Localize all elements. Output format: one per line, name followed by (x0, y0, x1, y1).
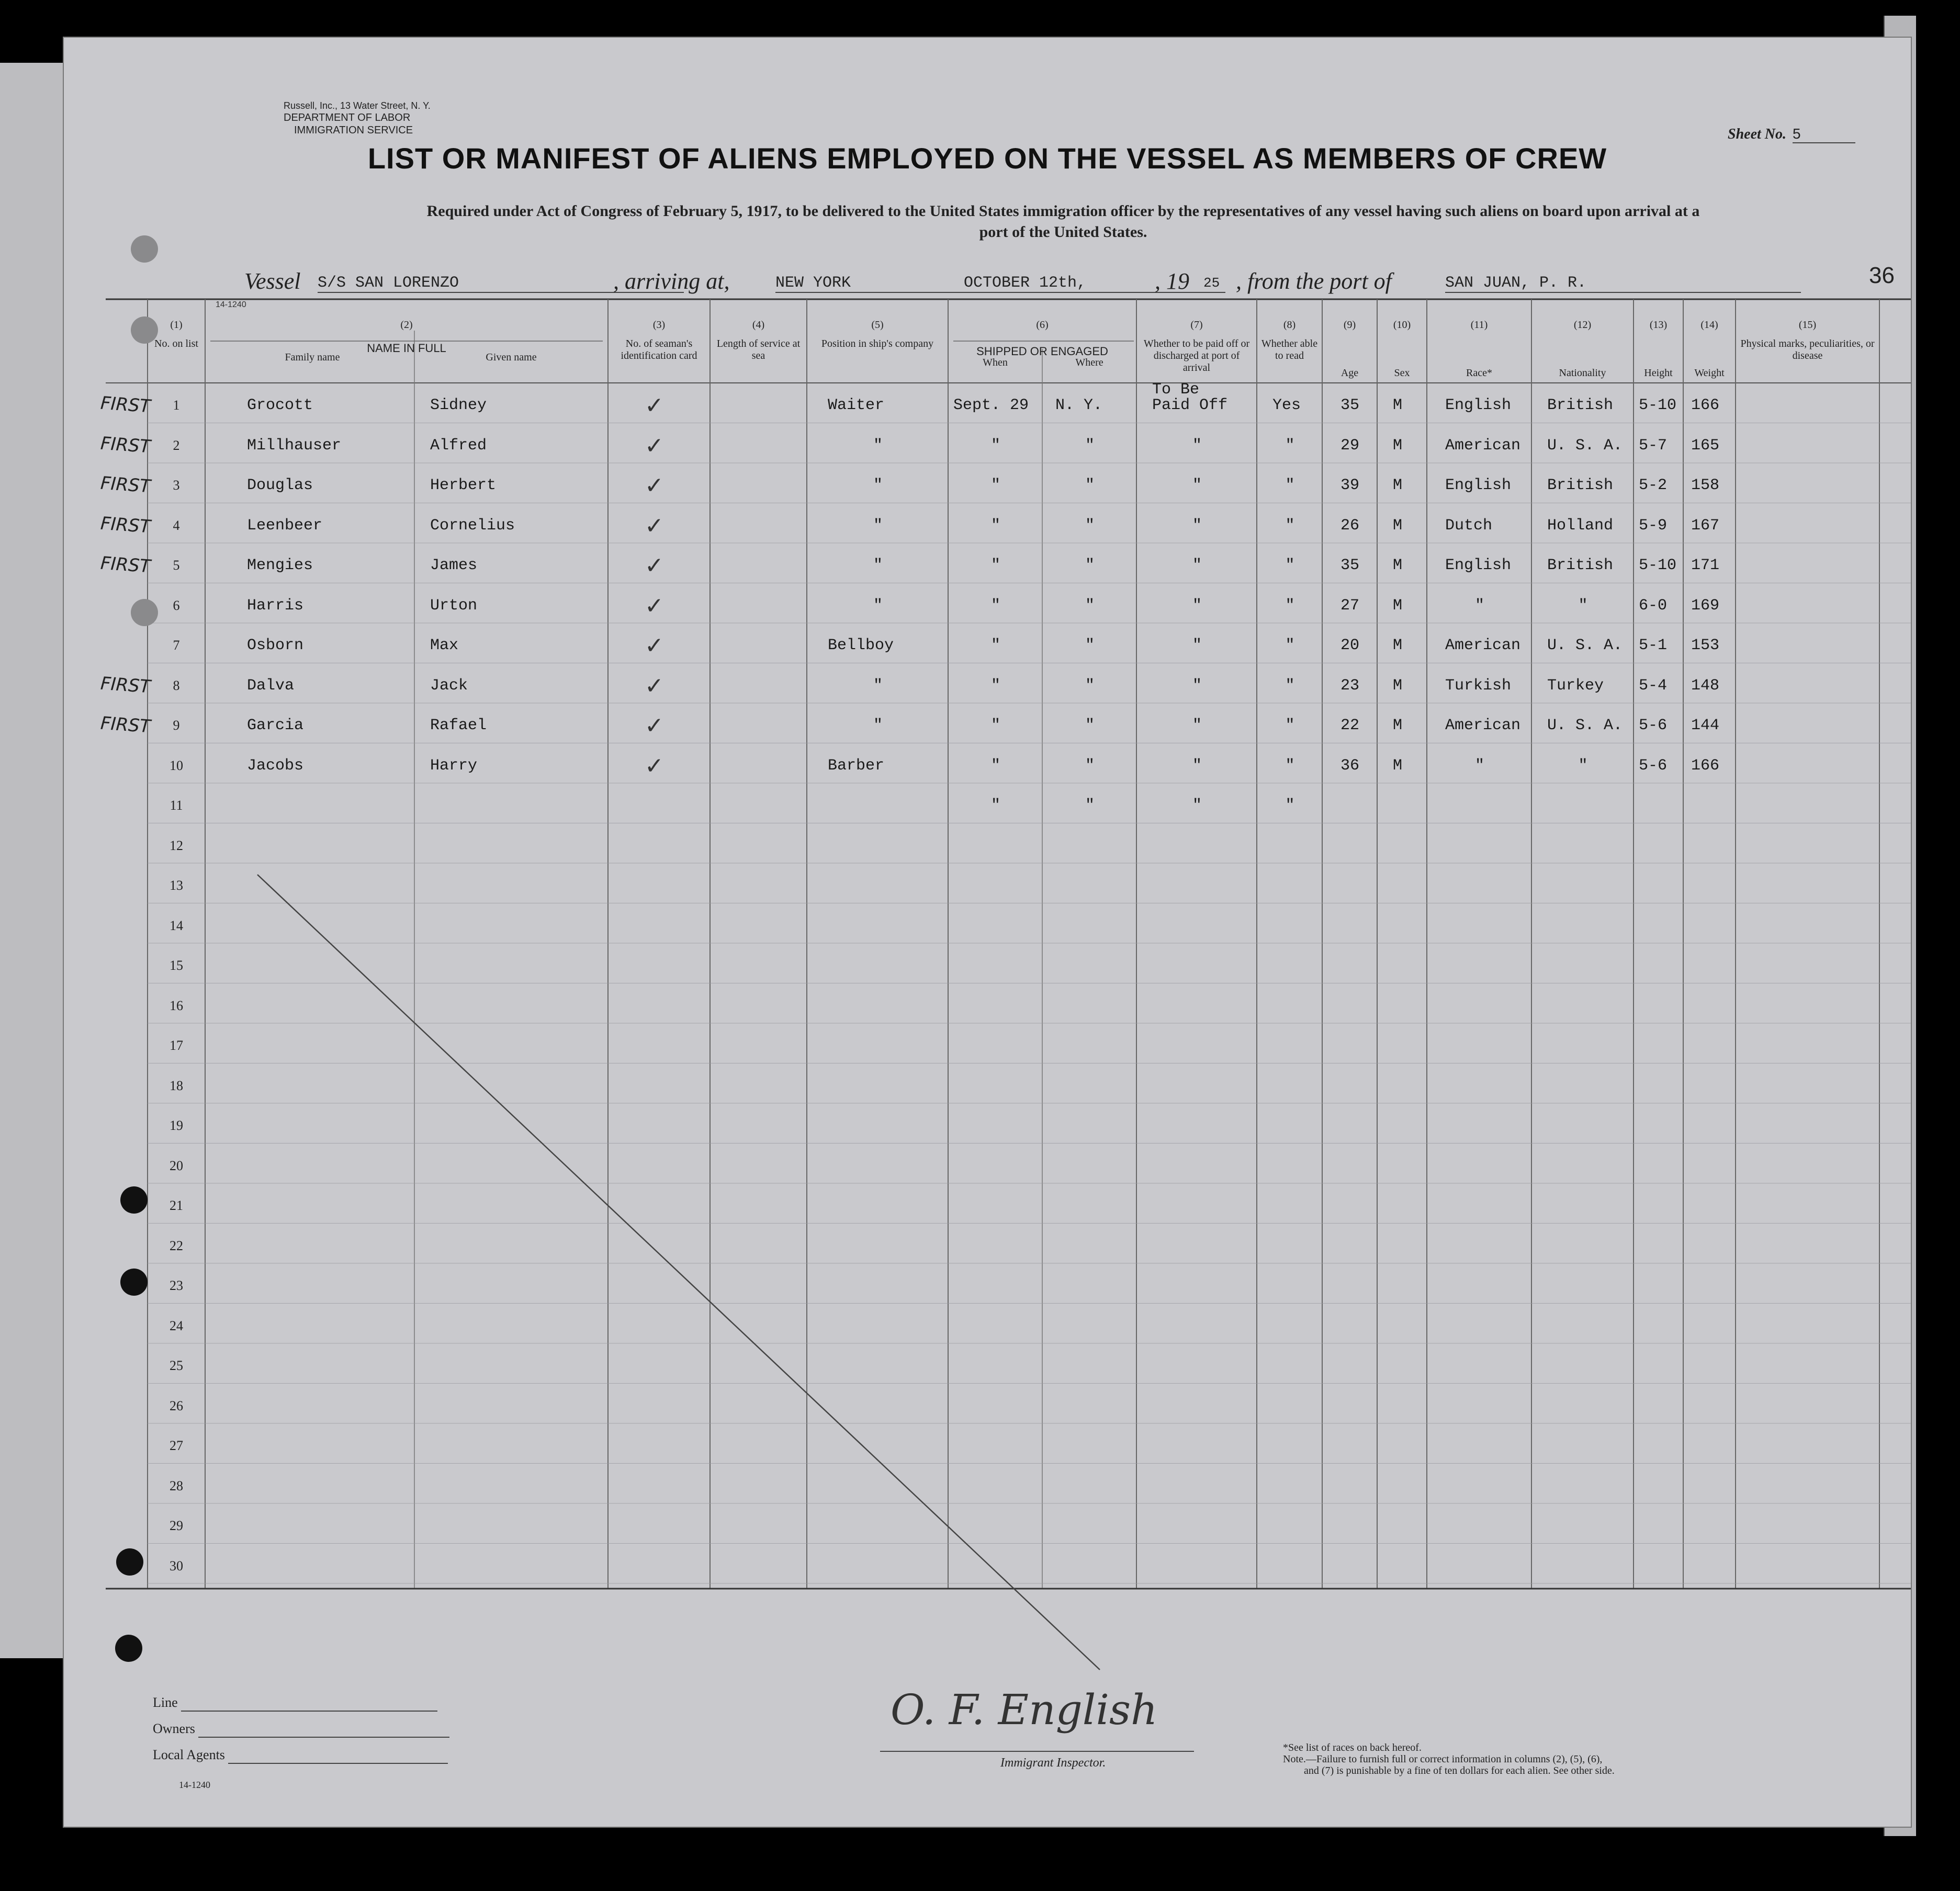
check-mark: ✓ (645, 632, 664, 659)
cell-height: 5-10 (1639, 397, 1677, 414)
subheader-where: Where (1075, 357, 1103, 368)
column-number-c10: (10) (1393, 319, 1411, 331)
cell-age: 26 (1341, 516, 1360, 535)
cell-when: " (991, 756, 1001, 775)
column-number-c4: (4) (752, 319, 765, 331)
cell-when: " (991, 596, 1001, 615)
binder-hole (120, 1269, 148, 1296)
row-number: 8 (173, 677, 180, 693)
cell-given: Urton (430, 596, 478, 615)
row-number: 5 (173, 558, 180, 573)
first-stamp: FIRST (99, 472, 151, 497)
row-number: 16 (170, 998, 183, 1013)
arriving-label: , arriving at, (613, 268, 730, 294)
column-label-c12: Nationality (1559, 367, 1606, 379)
cell-height: 5-7 (1639, 436, 1668, 455)
cell-age: 27 (1341, 596, 1360, 615)
column-label-c14: Weight (1694, 367, 1725, 379)
from-label: , from the port of (1236, 268, 1392, 294)
form-number-top: 14-1240 (216, 300, 246, 309)
cell-when: " (991, 477, 1001, 494)
printer-credit: Russell, Inc., 13 Water Street, N. Y. (284, 100, 431, 111)
cell-read: " (1285, 756, 1295, 775)
row-number: 24 (170, 1318, 183, 1333)
cell-sex: M (1393, 676, 1403, 695)
row-number: 29 (170, 1518, 183, 1533)
cell-read: " (1285, 557, 1295, 574)
check-mark: ✓ (645, 552, 664, 579)
cell-height: 5-4 (1639, 676, 1668, 695)
cell-sex: M (1393, 557, 1403, 574)
cell-where: " (1085, 436, 1095, 455)
cell-weight: 171 (1691, 557, 1720, 574)
cell-where: N. Y. (1055, 397, 1103, 414)
cell-read: " (1285, 596, 1295, 615)
check-mark: ✓ (645, 712, 664, 739)
cell-weight: 165 (1691, 436, 1720, 455)
local-agents-field (153, 1747, 448, 1764)
cell-paid_2: " (1192, 557, 1202, 574)
cell-age: 20 (1341, 637, 1360, 654)
cell-family: Mengies (247, 557, 313, 574)
row-number: 11 (170, 798, 183, 813)
department-name: DEPARTMENT OF LABOR (284, 112, 411, 123)
cell-nationality: British (1547, 397, 1614, 414)
footnote-line-2: Note.—Failure to furnish full or correct information in columns (2), (5), (6), (1283, 1753, 1603, 1765)
cell-sex: M (1393, 596, 1403, 615)
cell-age: 36 (1341, 756, 1360, 775)
cell-nationality: Holland (1547, 516, 1614, 535)
year-prefix: , 19 (1155, 268, 1189, 294)
cell-where: " (1085, 797, 1095, 814)
cell-family: Osborn (247, 637, 304, 654)
owners-field (153, 1721, 449, 1738)
cell-race: " (1475, 596, 1485, 615)
arrival-date: OCTOBER 12th, (964, 274, 1225, 293)
first-stamp: FIRST (99, 392, 151, 417)
cell-nationality: " (1578, 596, 1588, 615)
cell-paid_2: " (1192, 797, 1202, 814)
from-port: SAN JUAN, P. R. (1445, 274, 1801, 293)
cell-when: " (991, 637, 1001, 654)
column-number-c6: (6) (1036, 319, 1049, 331)
cell-given: Cornelius (430, 516, 515, 535)
cell-nationality: U. S. A. (1547, 637, 1623, 654)
cell-read: " (1285, 477, 1295, 494)
cell-when: " (991, 797, 1001, 814)
cell-paid_2: " (1192, 676, 1202, 695)
line-blank (181, 1695, 437, 1712)
column-label-c2: NAME IN FULL (367, 342, 446, 355)
cell-paid_2: " (1192, 436, 1202, 455)
cell-when: " (991, 676, 1001, 695)
line-label: Line (153, 1695, 178, 1710)
row-number: 26 (170, 1398, 183, 1413)
column-number-c2: (2) (400, 319, 413, 331)
underlying-page (0, 63, 73, 1658)
cell-height: 5-9 (1639, 516, 1668, 535)
form-subtitle-line-1: Required under Act of Congress of February 5, 1917, to be delivered to the United States immigration officer by the representatives of any vessel having such aliens on board upon arrival at a (426, 202, 1700, 220)
cell-given: James (430, 557, 478, 574)
service-name: IMMIGRATION SERVICE (294, 124, 413, 136)
cell-where: " (1085, 557, 1095, 574)
cell-weight: 166 (1691, 756, 1720, 775)
cell-race: American (1445, 436, 1521, 455)
line-field (153, 1695, 437, 1712)
cell-sex: M (1393, 756, 1403, 775)
cell-weight: 167 (1691, 516, 1720, 535)
row-number: 19 (170, 1118, 183, 1133)
cell-where: " (1085, 717, 1095, 734)
column-number-c11: (11) (1470, 319, 1488, 331)
cell-weight: 166 (1691, 397, 1720, 414)
cell-read: " (1285, 797, 1295, 814)
binder-hole (131, 316, 158, 344)
cell-family: Jacobs (247, 756, 304, 775)
subheader-when: When (983, 357, 1008, 368)
signature-line (880, 1751, 1194, 1752)
footnote (1283, 1742, 1615, 1776)
inspector-signature: O. F. English (891, 1685, 1158, 1734)
cell-weight: 158 (1691, 477, 1720, 494)
cell-when: " (991, 436, 1001, 455)
cell-given: Sidney (430, 397, 487, 414)
cell-paid_2: " (1192, 596, 1202, 615)
column-label-c4: Length of service at sea (716, 338, 801, 361)
cell-height: 5-2 (1639, 477, 1668, 494)
cell-when: " (991, 516, 1001, 535)
column-number-c5: (5) (871, 319, 884, 331)
cell-age: 22 (1341, 717, 1360, 734)
row-number: 22 (170, 1238, 183, 1253)
form-subtitle-line-2: port of the United States. (979, 223, 1147, 241)
cell-height: 5-10 (1639, 557, 1677, 574)
cell-position: " (873, 477, 883, 494)
cell-when: " (991, 557, 1001, 574)
column-label-c6: SHIPPED OR ENGAGED (976, 345, 1108, 358)
cell-where: " (1085, 596, 1095, 615)
row-number: 18 (170, 1078, 183, 1093)
column-label-c1: No. on list (154, 338, 198, 349)
cell-nationality: Turkey (1547, 676, 1604, 695)
form-title: LIST OR MANIFEST OF ALIENS EMPLOYED ON THE VESSEL AS MEMBERS OF CREW (367, 142, 1607, 175)
form-number-bottom: 14-1240 (179, 1780, 210, 1790)
first-stamp: FIRST (99, 673, 151, 697)
table-grid (64, 38, 1911, 1827)
check-mark: ✓ (645, 472, 664, 499)
row-number: 7 (173, 638, 180, 653)
cell-paid_2: " (1192, 717, 1202, 734)
cell-family: Grocott (247, 397, 313, 414)
cell-sex: M (1393, 436, 1403, 455)
cell-read: " (1285, 637, 1295, 654)
cell-age: 35 (1341, 397, 1360, 414)
cell-position: " (873, 717, 883, 734)
cell-family: Leenbeer (247, 516, 323, 535)
cell-read: " (1285, 516, 1295, 535)
cell-height: 5-1 (1639, 637, 1668, 654)
binder-hole (120, 1186, 148, 1214)
first-stamp: FIRST (99, 513, 151, 537)
cell-position: Waiter (828, 397, 885, 414)
column-label-c5: Position in ship's company (821, 338, 934, 349)
row-number: 14 (170, 918, 183, 933)
binder-hole (131, 599, 158, 626)
row-number: 27 (170, 1438, 183, 1453)
column-label-c15: Physical marks, peculiarities, or disease (1740, 338, 1875, 361)
cell-weight: 169 (1691, 596, 1720, 615)
cell-read: " (1285, 717, 1295, 734)
column-number-c8: (8) (1283, 319, 1296, 331)
cell-race: Dutch (1445, 516, 1493, 535)
footnote-line-1: *See list of races on back hereof. (1283, 1742, 1422, 1753)
footnote-line-3: and (7) is punishable by a fine of ten dollars for each alien. See other side. (1304, 1765, 1615, 1776)
cell-family: Dalva (247, 676, 295, 695)
check-mark: ✓ (645, 592, 664, 619)
row-number: 4 (173, 517, 180, 533)
cell-race: Turkish (1445, 676, 1512, 695)
manifest-sheet (63, 37, 1912, 1828)
column-number-c15: (15) (1798, 319, 1817, 331)
column-number-c12: (12) (1573, 319, 1592, 331)
sheet-number-label: Sheet No. (1728, 126, 1786, 142)
row-number: 17 (170, 1038, 183, 1053)
cell-nationality: " (1578, 756, 1588, 775)
cell-given: Max (430, 637, 459, 654)
binder-hole (131, 235, 158, 263)
row-number: 30 (170, 1558, 183, 1573)
subheader-family-name: Family name (285, 352, 340, 363)
cell-position: " (873, 676, 883, 695)
first-stamp: FIRST (99, 433, 151, 457)
cell-paid_2: " (1192, 516, 1202, 535)
cell-paid_2: Paid Off (1152, 397, 1228, 414)
column-label-c7: Whether to be paid off or discharged at port of arrival (1143, 338, 1250, 373)
cell-race: " (1475, 756, 1485, 775)
cell-read: " (1285, 676, 1295, 695)
check-mark: ✓ (645, 512, 664, 539)
first-stamp: FIRST (99, 552, 151, 578)
cell-position: Bellboy (828, 637, 894, 654)
cell-when: Sept. 29 (953, 397, 1029, 414)
cell-family: Douglas (247, 477, 313, 494)
column-number-c14: (14) (1700, 319, 1718, 331)
cell-where: " (1085, 477, 1095, 494)
local-agents-label: Local Agents (153, 1747, 225, 1762)
subheader-given-name: Given name (486, 352, 537, 363)
row-number: 15 (170, 958, 183, 973)
row-number: 1 (173, 398, 180, 413)
cell-race: American (1445, 717, 1521, 734)
cell-sex: M (1393, 516, 1403, 535)
check-mark: ✓ (645, 392, 664, 419)
cell-family: Garcia (247, 717, 304, 734)
cell-read: " (1285, 436, 1295, 455)
cell-sex: M (1393, 397, 1403, 414)
inspector-label: Immigrant Inspector. (1000, 1756, 1106, 1770)
cell-when: " (991, 717, 1001, 734)
check-mark: ✓ (645, 752, 664, 779)
cell-given: Herbert (430, 477, 497, 494)
cell-given: Jack (430, 676, 468, 695)
cell-weight: 148 (1691, 676, 1720, 695)
arriving-port: NEW YORK (775, 274, 1006, 293)
cell-where: " (1085, 756, 1095, 775)
cell-given: Rafael (430, 717, 487, 734)
cell-read: Yes (1272, 397, 1301, 414)
binder-hole (116, 1548, 143, 1576)
column-number-c7: (7) (1190, 319, 1203, 331)
vessel-label: Vessel (244, 268, 301, 294)
cell-age: 39 (1341, 477, 1360, 494)
page-mark: 36 (1869, 263, 1895, 288)
check-mark: ✓ (645, 432, 664, 459)
cell-paid-1: To Be (1152, 381, 1200, 399)
sheet-number-value: 5 (1793, 126, 1855, 143)
row-number: 9 (173, 718, 180, 733)
cell-position: " (873, 516, 883, 535)
row-number: 6 (173, 597, 180, 613)
cell-position: " (873, 436, 883, 455)
cell-position: Barber (828, 756, 885, 775)
cell-height: 5-6 (1639, 717, 1668, 734)
column-number-c13: (13) (1649, 319, 1668, 331)
row-number: 20 (170, 1158, 183, 1173)
cell-paid_2: " (1192, 637, 1202, 654)
row-number: 10 (170, 757, 183, 773)
column-number-c1: (1) (170, 319, 183, 331)
cell-age: 23 (1341, 676, 1360, 695)
cell-weight: 144 (1691, 717, 1720, 734)
row-number: 25 (170, 1358, 183, 1373)
cell-nationality: U. S. A. (1547, 717, 1623, 734)
cell-age: 29 (1341, 436, 1360, 455)
cell-given: Harry (430, 756, 478, 775)
row-number: 2 (173, 437, 180, 453)
column-number-c3: (3) (652, 319, 666, 331)
cell-sex: M (1393, 477, 1403, 494)
cell-family: Millhauser (247, 436, 342, 455)
column-label-c3: No. of seaman's identification card (621, 338, 697, 361)
vessel-name: S/S SAN LORENZO (318, 274, 684, 293)
column-label-c8: Whether able to read (1261, 338, 1318, 361)
cell-where: " (1085, 637, 1095, 654)
cell-where: " (1085, 516, 1095, 535)
cell-nationality: British (1547, 477, 1614, 494)
cell-sex: M (1393, 637, 1403, 654)
check-mark: ✓ (645, 672, 664, 699)
row-number: 13 (170, 878, 183, 893)
cell-height: 6-0 (1639, 596, 1668, 615)
column-label-c9: Age (1341, 367, 1359, 379)
cell-race: English (1445, 477, 1512, 494)
cell-race: English (1445, 557, 1512, 574)
column-number-c9: (9) (1343, 319, 1356, 331)
row-number: 12 (170, 837, 183, 853)
year-suffix: 25 (1203, 275, 1220, 291)
cell-race: English (1445, 397, 1512, 414)
cell-nationality: U. S. A. (1547, 436, 1623, 455)
cell-given: Alfred (430, 436, 487, 455)
local-agents-blank (228, 1747, 448, 1764)
cell-race: American (1445, 637, 1521, 654)
cell-position: " (873, 557, 883, 574)
pencil-cancel-line (257, 875, 1100, 1670)
cell-paid_2: " (1192, 477, 1202, 494)
column-label-c11: Race* (1466, 367, 1492, 379)
column-label-c10: Sex (1394, 367, 1410, 379)
row-number: 21 (170, 1198, 183, 1213)
cell-nationality: British (1547, 557, 1614, 574)
owners-blank (198, 1721, 449, 1738)
owners-label: Owners (153, 1721, 195, 1736)
cell-paid_2: " (1192, 756, 1202, 775)
row-number: 3 (173, 478, 180, 493)
binder-hole (115, 1635, 142, 1662)
cell-where: " (1085, 676, 1095, 695)
cell-weight: 153 (1691, 637, 1720, 654)
first-stamp: FIRST (99, 712, 151, 738)
cell-height: 5-6 (1639, 756, 1668, 775)
row-number: 28 (170, 1478, 183, 1493)
column-label-c13: Height (1644, 367, 1673, 379)
cell-position: " (873, 596, 883, 615)
cell-age: 35 (1341, 557, 1360, 574)
row-number: 23 (170, 1278, 183, 1293)
cell-sex: M (1393, 717, 1403, 734)
cell-family: Harris (247, 596, 304, 615)
